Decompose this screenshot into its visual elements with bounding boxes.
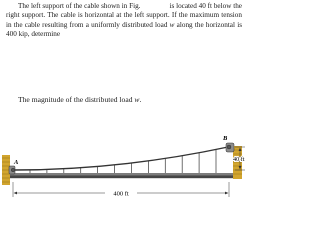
- span-dimension-label: 400 ft: [113, 190, 129, 198]
- cable: [14, 147, 228, 170]
- question-period: .: [139, 95, 142, 104]
- question-symbol: w: [134, 95, 140, 104]
- problem-text-end: along the horizontal is 400 kip, determine: [6, 20, 243, 39]
- problem-text-start: The left support of the cable shown in Fig.: [18, 2, 141, 10]
- label-a: A: [14, 159, 19, 166]
- question-label: The magnitude of the distributed load: [18, 95, 133, 104]
- right-support-pin: [226, 143, 234, 152]
- deck: [10, 173, 233, 178]
- height-dimension-label: 40 ft: [233, 156, 245, 163]
- load-symbol: w: [169, 20, 175, 29]
- left-support-pin: [9, 166, 15, 174]
- problem-text-middle: is located 40 ft below the right support. The cable is horizontal at the left support. If the maximum tension in the cable resulting from a uniformly distributed load: [6, 2, 242, 29]
- label-b: B: [223, 135, 228, 142]
